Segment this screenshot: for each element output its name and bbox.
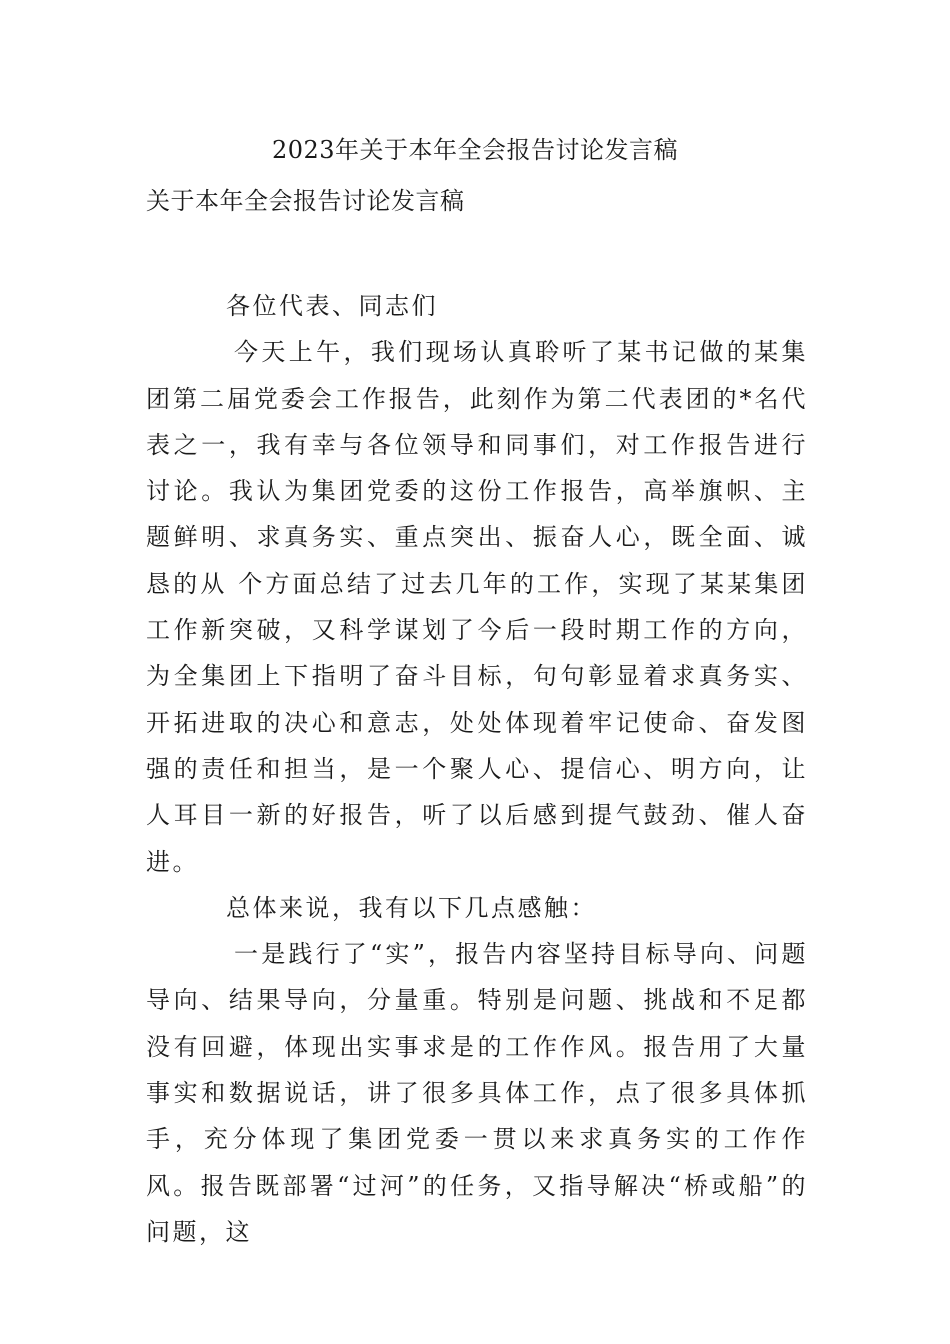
document-title: 2023年关于本年全会报告讨论发言稿: [271, 136, 679, 164]
document-subtitle: 关于本年全会报告讨论发言稿: [146, 187, 465, 215]
body-paragraph-intro: 今天上午，我们现场认真聆听了某书记做的某集团第二届党委会工作报告，此刻作为第二代表团的*名代表之一，我有幸与各位领导和同事们，对工作报告进行讨论。我认为集团党委的这份工作报告，高举旗帜、主题鲜明、求真务实、重点突出、振奋人心，既全面、诚恳的从 个方面总结了过去几年的工作，实现了某某集团工作新突破，又科学谋划了今后一段时期工作的方向，为全集团上下指明了奋斗目标，句句彰显着求真务实、开拓进取的决心和意志，处处体现着牢记使命、奋发图强的责任和担当，是一个聚人心、提信心、明方向，让人耳目一新的好报告，听了以后感到提气鼓劲、催人奋进。: [146, 338, 808, 876]
body-paragraph-point-one: 一是践行了“实”，报告内容坚持目标导向、问题导向、结果导向，分量重。特别是问题、挑战和不足都没有回避，体现出实事求是的工作作风。报告用了大量事实和数据说话，讲了很多具体工作，点了很多具体抓手，充分体现了集团党委一贯以来求真务实的工作作风。报告既部署“过河”的任务，又指导解决“桥或船”的问题，这: [146, 940, 808, 1246]
salutation-paragraph: 各位代表、同志们: [226, 292, 438, 320]
document-body: [146, 283, 808, 1255]
body-paragraph-summary: 总体来说，我有以下几点感触：: [226, 893, 597, 922]
